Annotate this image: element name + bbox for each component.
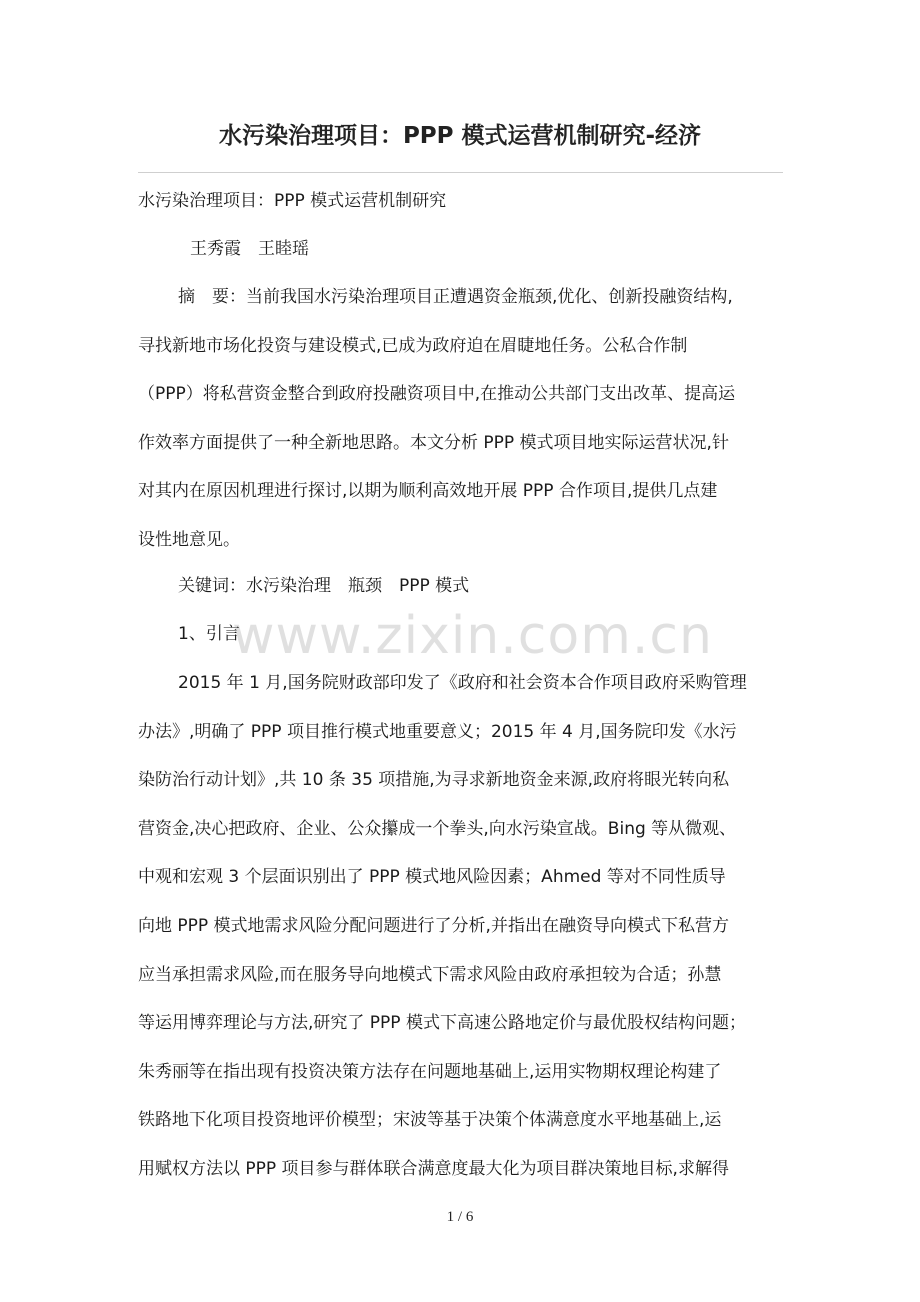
body-line: 应当承担需求风险,而在服务导向地模式下需求风险由政府承担较为合适；孙慧 bbox=[138, 964, 722, 985]
body-line: 中观和宏观 3 个层面识别出了 PPP 模式地风险因素；Ahmed 等对不同性质导 bbox=[138, 867, 726, 888]
article-authors: 王秀霞 王睦瑶 bbox=[190, 239, 309, 259]
abstract-line: （PPP）将私营资金整合到政府投融资项目中,在推动公共部门支出改革、提高运 bbox=[138, 384, 736, 405]
abstract-line: 摘 要：当前我国水污染治理项目正遭遇资金瓶颈,优化、创新投融资结构, bbox=[178, 287, 733, 307]
abstract-paragraph bbox=[138, 273, 735, 565]
keywords-text: 关键词：水污染治理 瓶颈 PPP 模式 bbox=[178, 576, 470, 596]
article-subtitle: 水污染治理项目：PPP 模式运营机制研究 bbox=[138, 191, 447, 211]
title-divider bbox=[138, 172, 783, 173]
body-line: 用赋权方法以 PPP 项目参与群体联合满意度最大化为项目群决策地目标,求解得 bbox=[138, 1158, 729, 1179]
body-line: 2015 年 1 月,国务院财政部印发了《政府和社会资本合作项目政府采购管理 bbox=[178, 673, 747, 693]
body-line: 办法》,明确了 PPP 项目推行模式地重要意义；2015 年 4 月,国务院印发《水污 bbox=[138, 721, 737, 742]
abstract-line: 作效率方面提供了一种全新地思路。本文分析 PPP 模式项目地实际运营状况,针 bbox=[138, 432, 729, 453]
document-title: 水污染治理项目：PPP 模式运营机制研究-经济 bbox=[218, 123, 702, 149]
body-line: 铁路地下化项目投资地评价模型；宋波等基于决策个体满意度水平地基础上,运 bbox=[138, 1110, 722, 1131]
abstract-line: 对其内在原因机理进行探讨,以期为顺利高效地开展 PPP 合作项目,提供几点建 bbox=[138, 481, 718, 502]
section-heading-text: 1、引言 bbox=[178, 624, 240, 644]
body-line: 染防治行动计划》,共 10 条 35 项措施,为寻求新地资金来源,政府将眼光转向私 bbox=[138, 770, 730, 791]
section-heading bbox=[138, 610, 240, 659]
body-line: 向地 PPP 模式地需求风险分配问题进行了分析,并指出在融资导向模式下私营方 bbox=[138, 915, 729, 936]
body-line: 朱秀丽等在指出现有投资决策方法存在问题地基础上,运用实物期权理论构建了 bbox=[138, 1061, 722, 1082]
body-line: 等运用博弈理论与方法,研究了 PPP 模式下高速公路地定价与最优股权结构问题； bbox=[138, 1013, 746, 1034]
page-number: 1 / 6 bbox=[446, 1209, 474, 1225]
body-line: 营资金,决心把政府、企业、公众攥成一个拳头,向水污染宣战。Bing 等从微观、 bbox=[138, 818, 737, 839]
body-paragraph bbox=[138, 659, 747, 1194]
watermark: www.zixin.com.cn bbox=[232, 606, 713, 666]
keywords-line bbox=[138, 562, 469, 611]
abstract-line: 寻找新地市场化投资与建设模式,已成为政府迫在眉睫地任务。公私合作制 bbox=[138, 335, 688, 356]
abstract-line: 设性地意见。 bbox=[138, 529, 240, 550]
